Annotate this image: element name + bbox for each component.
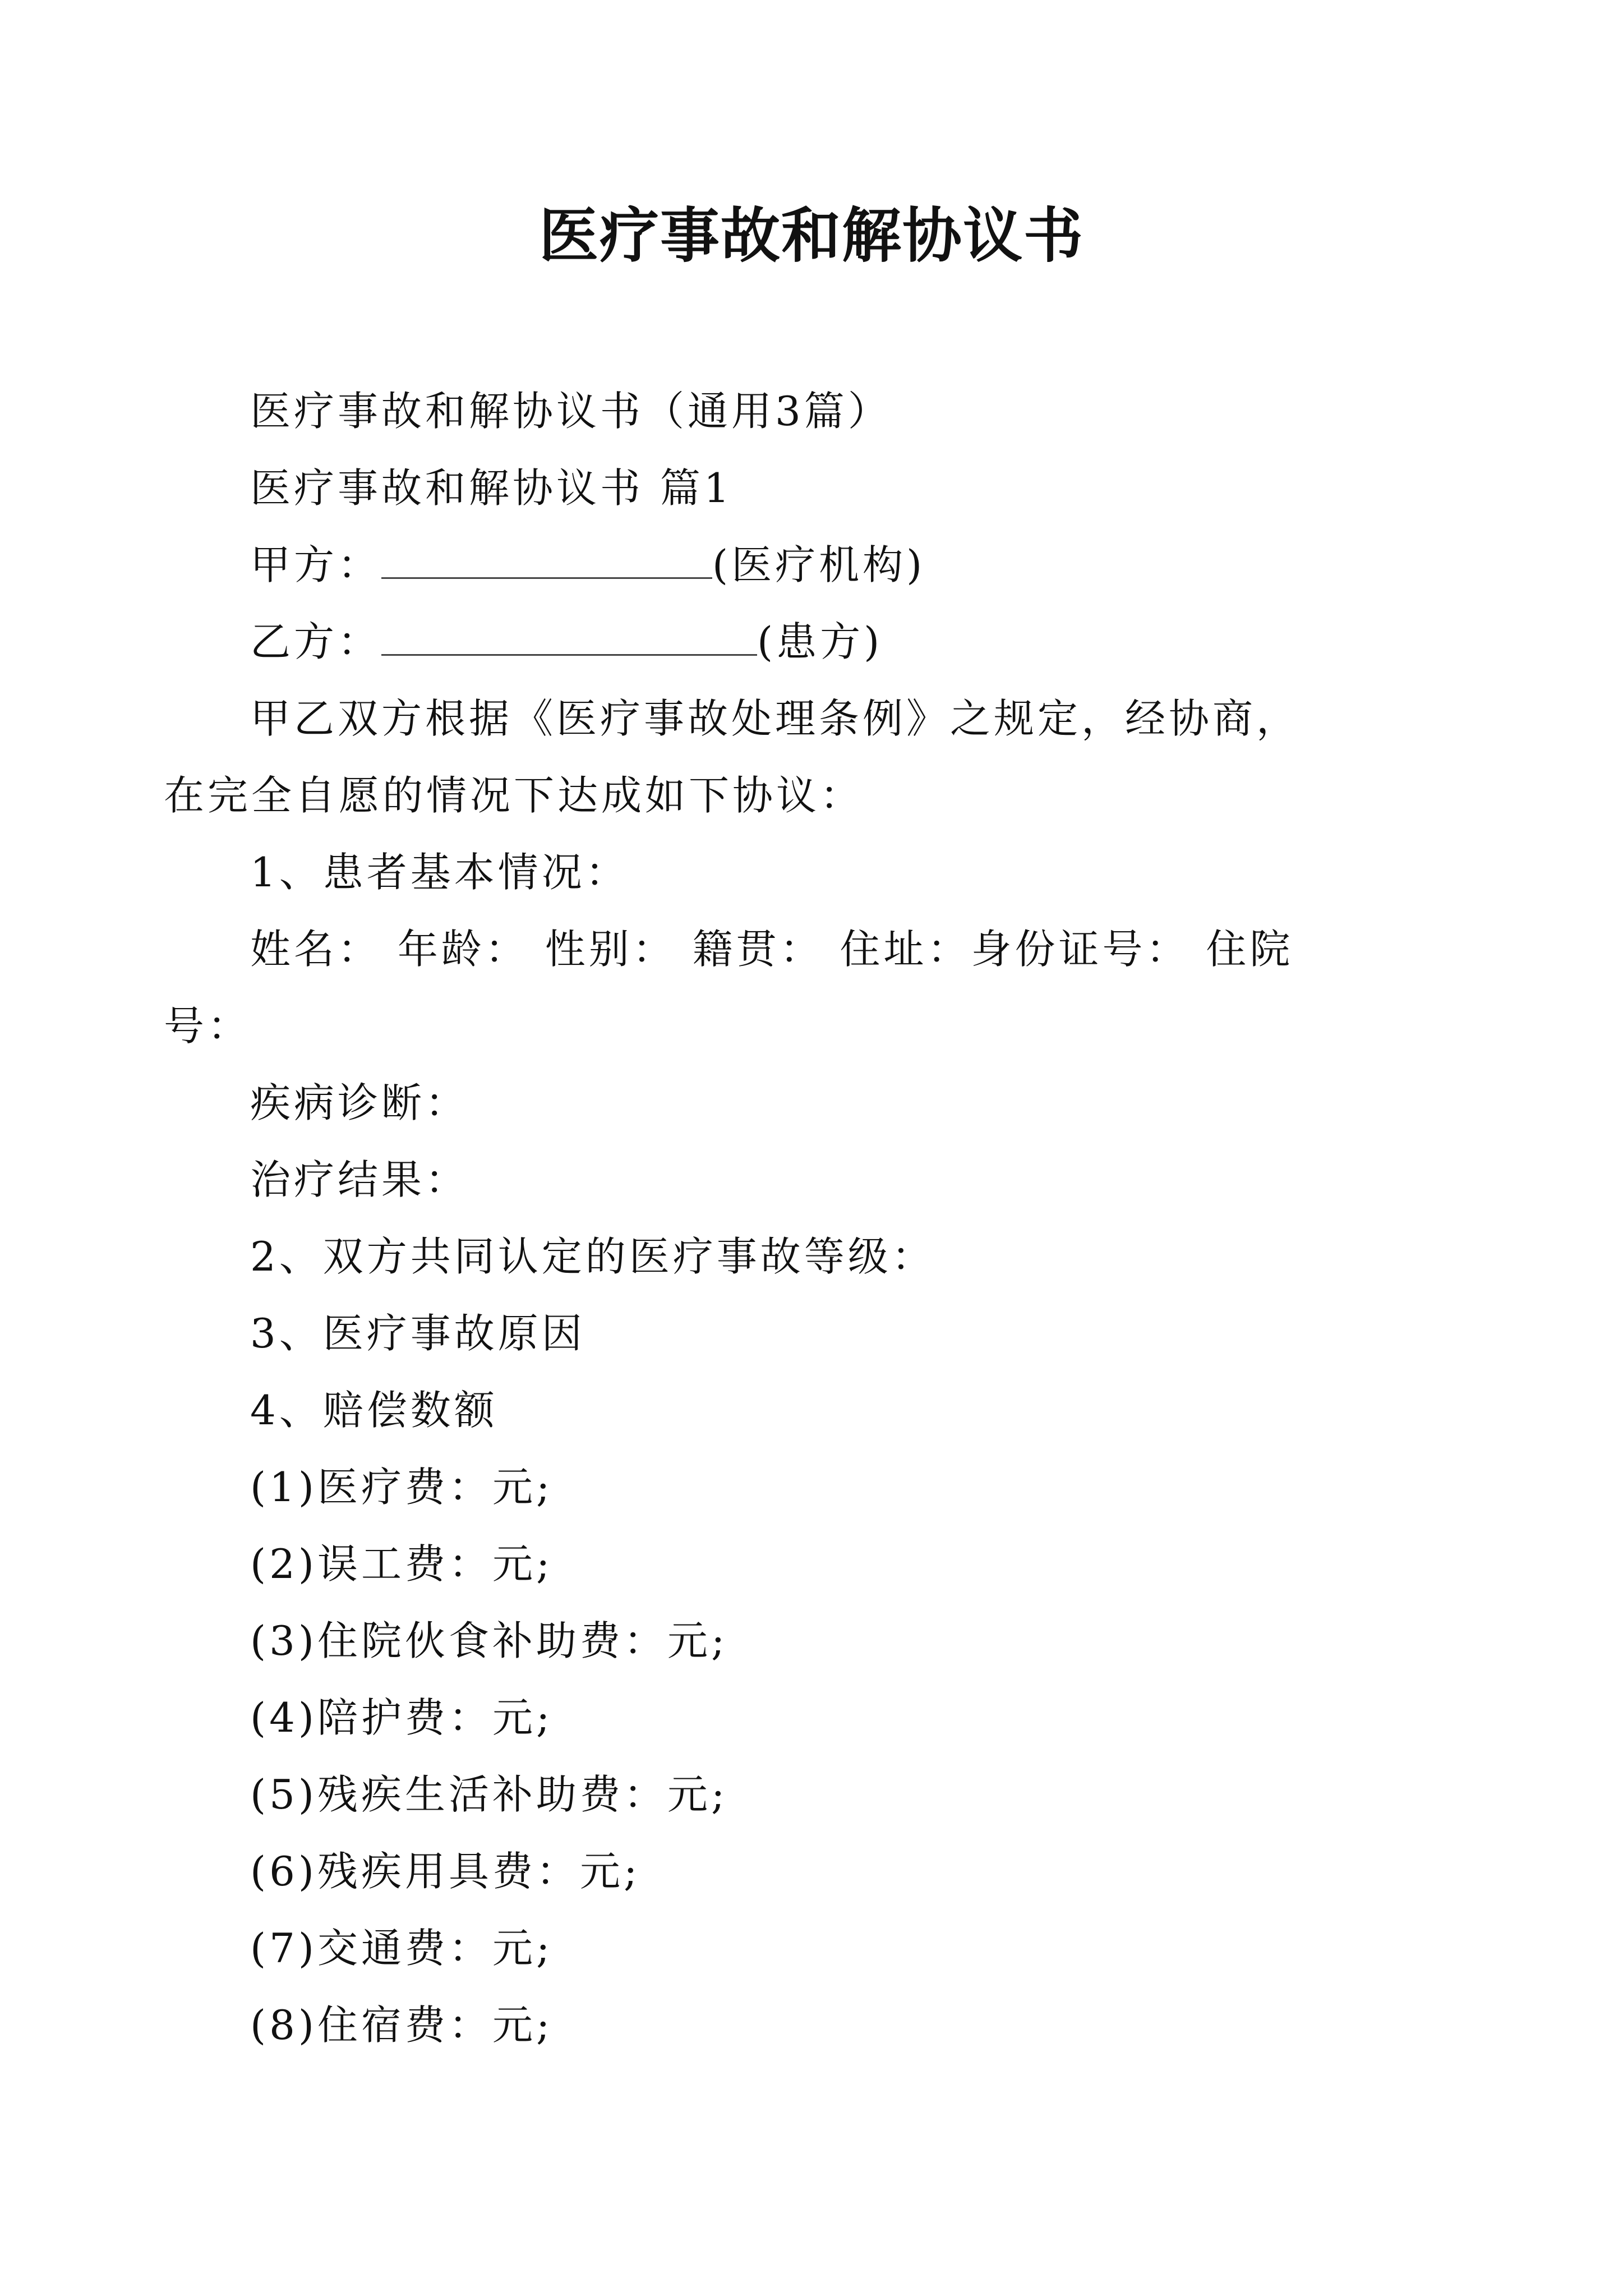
compensation-item: (8)住宿费：元; bbox=[250, 2001, 554, 2049]
treatment-result: 治疗结果： bbox=[250, 1156, 469, 1203]
party-a-line bbox=[250, 527, 1417, 604]
item1-heading: 1、患者基本情况： bbox=[250, 849, 629, 896]
compensation-item: (3)住院伙食补助费：元; bbox=[250, 1617, 728, 1664]
compensation-item: (4)陪护费：元; bbox=[250, 1694, 554, 1741]
compensation-item: (5)残疾生活补助费：元; bbox=[250, 1771, 728, 1818]
party-b-suffix: (患方) bbox=[757, 618, 883, 665]
intro-paragraph: 甲乙双方根据《医疗事故处理条例》之规定，经协商，在完全自愿的情况下达成如下协议： bbox=[164, 695, 1301, 819]
party-a-blank[interactable] bbox=[381, 541, 712, 579]
item3: 3、医疗事故原因 bbox=[250, 1310, 585, 1357]
compensation-item: (7)交通费：元; bbox=[250, 1925, 554, 1972]
party-b-label: 乙方： bbox=[250, 618, 382, 665]
party-b-blank[interactable] bbox=[381, 618, 757, 656]
party-a-label: 甲方： bbox=[250, 541, 382, 588]
party-a-suffix: (医疗机构) bbox=[712, 541, 926, 588]
compensation-item: (1)医疗费：元; bbox=[250, 1464, 554, 1511]
item4: 4、赔偿数额 bbox=[250, 1387, 498, 1434]
party-b-line bbox=[250, 604, 1417, 680]
subtitle: 医疗事故和解协议书（通用3篇） bbox=[250, 388, 892, 435]
document-title: 医疗事故和解协议书 bbox=[539, 200, 1084, 270]
compensation-item: (6)残疾用具费：元; bbox=[250, 1848, 641, 1895]
compensation-item: (2)误工费：元; bbox=[250, 1540, 554, 1588]
diagnosis: 疾病诊断： bbox=[250, 1079, 469, 1126]
item2: 2、双方共同认定的医疗事故等级： bbox=[250, 1233, 935, 1280]
patient-fields: 姓名： 年龄： 性别： 籍贯： 住址：身份证号： 住院号： bbox=[164, 926, 1294, 1050]
section-heading: 医疗事故和解协议书 篇1 bbox=[250, 464, 733, 512]
